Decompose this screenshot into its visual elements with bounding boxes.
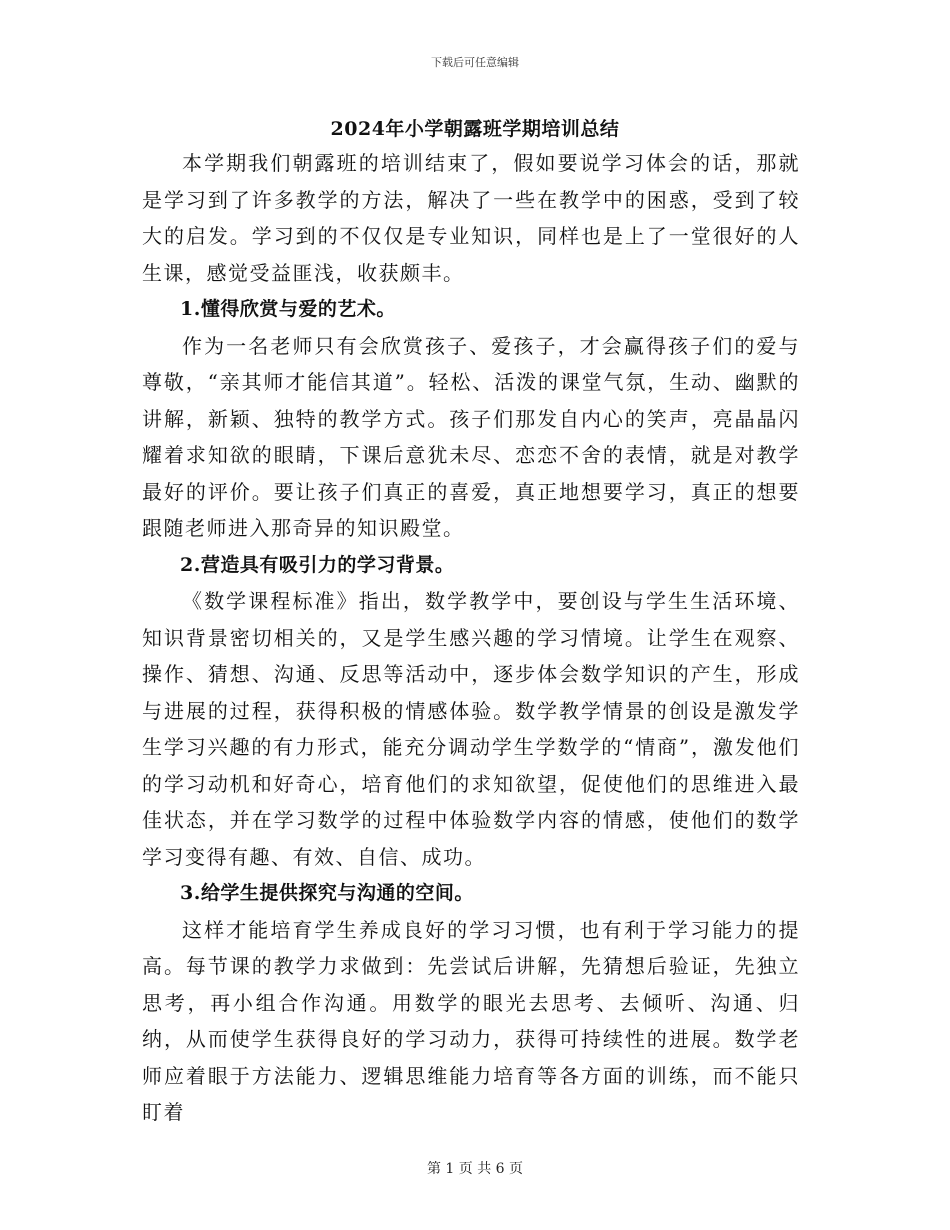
section-heading-1: 1.懂得欣赏与爱的艺术。 [180, 298, 396, 320]
document-body [142, 145, 800, 1131]
header-note: 下载后可任意编辑 [431, 56, 519, 69]
page-footer: 第 1 页 共 6 页 [426, 1161, 524, 1177]
document-title: 2024年小学朝露班学期培训总结 [330, 118, 620, 140]
section-paragraph-1: 作为一名老师只有会欣赏孩子、爱孩子，才会赢得孩子们的爱与尊敬，“亲其师才能信其道”。轻松、活泼的课堂气氛，生动、幽默的讲解，新颖、独特的教学方式。孩子们那发自内心的笑声，亮晶晶闪耀着求知欲的眼睛，下课后意犹未尽、恋恋不舍的表情，就是对教学最好的评价。要让孩子们真正的喜爱，真正地想要学习，真正的想要跟随老师进入那奇异的知识殿堂。 [142, 333, 800, 540]
section-paragraph-3: 这样才能培育学生养成良好的学习习惯，也有利于学习能力的提高。每节课的教学力求做到：先尝试后讲解，先猜想后验证，先独立思考，再小组合作沟通。用数学的眼光去思考、去倾听、沟通、归纳，从而使学生获得良好的学习动力，获得可持续性的进展。数学老师应着眼于方法能力、逻辑思维能力培育等各方面的训练，而不能只盯着 [142, 917, 800, 1124]
intro-paragraph: 本学期我们朝露班的培训结束了，假如要说学习体会的话，那就是学习到了许多教学的方法，解决了一些在教学中的困惑，受到了较大的启发。学习到的不仅仅是专业知识，同样也是上了一堂很好的人生课，感觉受益匪浅，收获颇丰。 [142, 151, 800, 285]
section-heading-3: 3.给学生提供探究与沟通的空间。 [180, 882, 474, 904]
section-heading-2: 2.营造具有吸引力的学习背景。 [180, 553, 455, 576]
section-paragraph-2: 《数学课程标准》指出，数学教学中，要创设与学生生活环境、知识背景密切相关的，又是学生感兴趣的学习情境。让学生在观察、操作、猜想、沟通、反思等活动中，逐步体会数学知识的产生，形成与进展的过程，获得积极的情感体验。数学教学情景的创设是激发学生学习兴趣的有力形式，能充分调动学生学数学的“情商”，激发他们的学习动机和好奇心，培育他们的求知欲望，促使他们的思维进入最佳状态，并在学习数学的过程中体验数学内容的情感，使他们的数学学习变得有趣、有效、自信、成功。 [142, 589, 800, 869]
